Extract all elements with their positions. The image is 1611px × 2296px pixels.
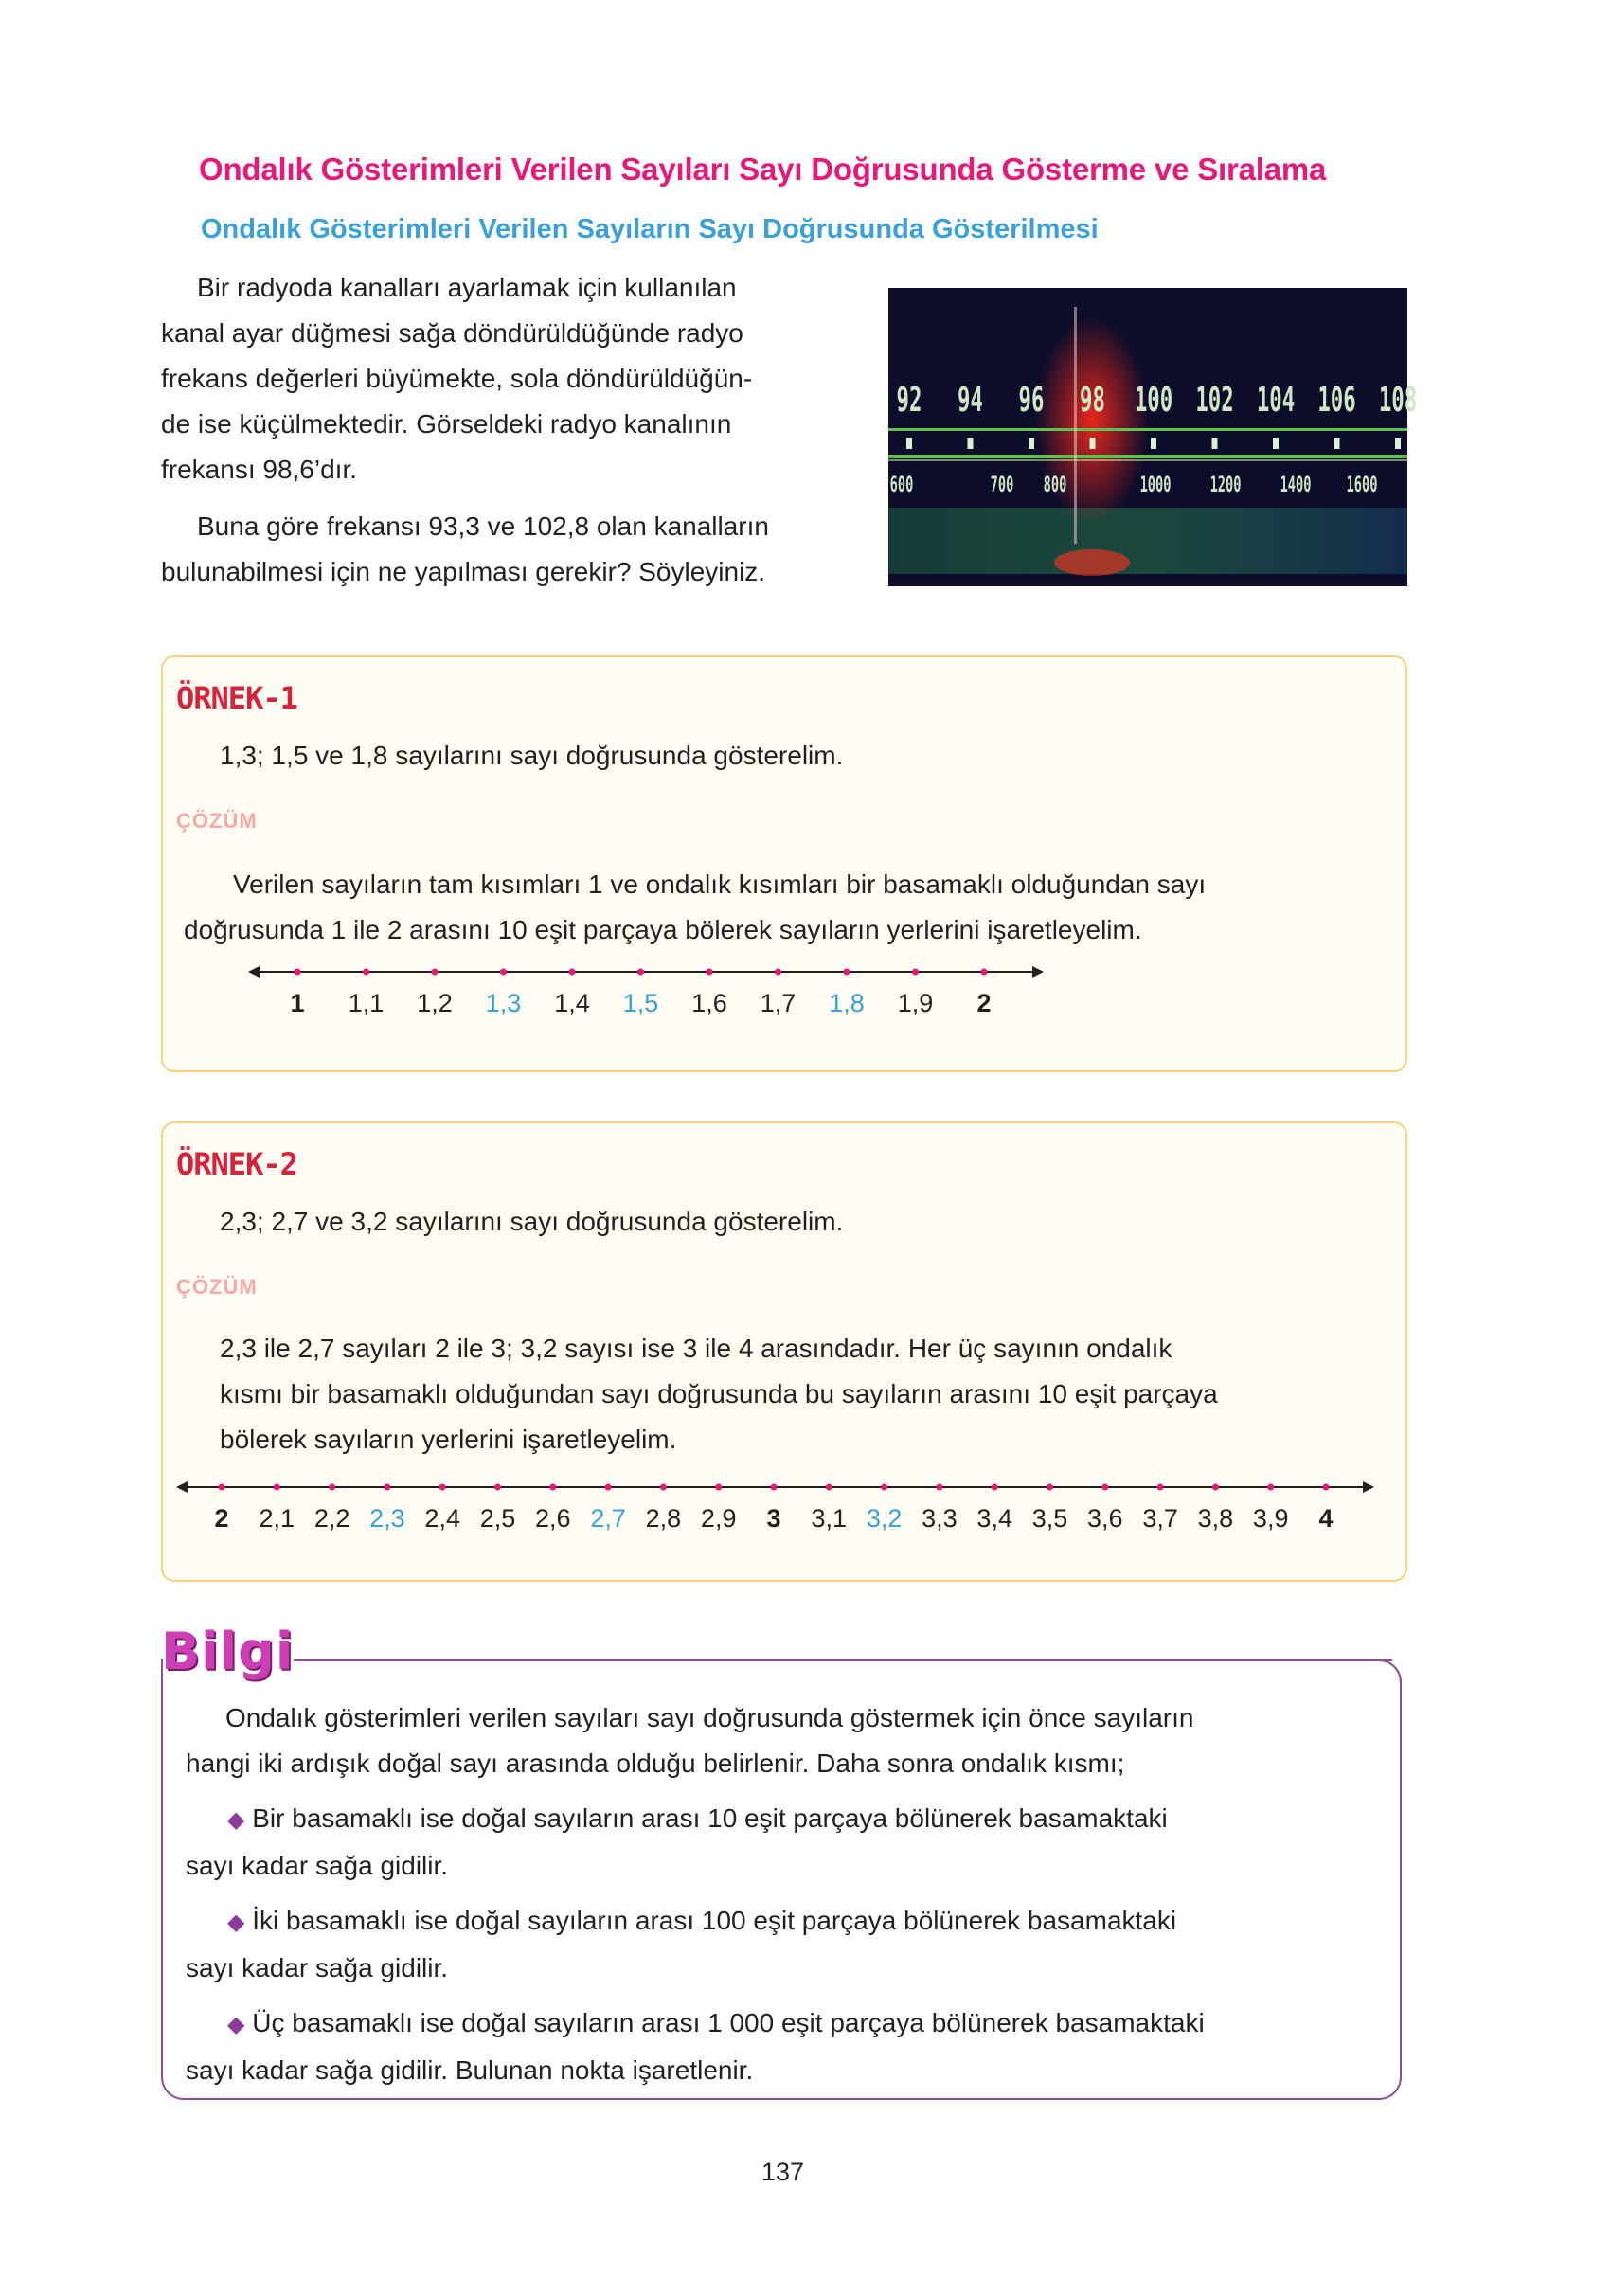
number-line-label: 1,5 [622,989,659,1017]
radio-fm-label: 94 [958,380,983,421]
number-line-label: 2,5 [479,1504,516,1533]
radio-am-label: 700 [990,473,1014,498]
radio-am-label: 1400 [1280,473,1312,498]
number-line-point [981,969,988,976]
bilgi-bullet-text: Bir basamaklı ise doğal sayıların arası 10 eşit parçaya bölünerek basamaktaki [252,1803,1168,1833]
number-line-label: 1,9 [897,989,934,1017]
radio-tick [1151,438,1156,449]
number-line-point [771,1484,778,1491]
number-line-label: 3,7 [1142,1504,1178,1533]
number-line-point [219,1484,225,1491]
intro-line: frekans değerleri büyümekte, sola döndürüldüğün- [161,364,753,393]
arrow-left-icon [248,966,260,978]
number-line-point [1101,1484,1108,1491]
number-line-2-svg [176,1474,1379,1550]
number-line-label: 3,8 [1197,1504,1234,1533]
number-line-label: 3,4 [976,1504,1012,1533]
radio-fm-label: 106 [1317,380,1356,421]
example-1-solution-line: Verilen sayıların tam kısımları 1 ve ondalık kısımları bir basamaklı olduğundan sayı [233,870,1207,899]
radio-tick [906,438,912,449]
example-2-title: ÖRNEK-2 [176,1146,297,1182]
radio-fm-label: 102 [1195,380,1234,421]
radio-tick [1273,438,1279,449]
number-line-point [500,969,507,976]
number-line-point [844,969,850,976]
radio-tick [1090,438,1096,449]
radio-fm-label: 98 [1080,380,1105,421]
page-title: Ondalık Gösterimleri Verilen Sayıları Sayı Doğrusunda Gösterme ve Sıralama [199,152,1327,187]
number-line-point [605,1484,612,1491]
number-line-label: 2,3 [369,1504,405,1533]
number-line-label: 2,4 [424,1504,460,1533]
diamond-bullet-icon: ◆ [227,1807,245,1833]
number-line-point [549,1484,556,1491]
number-line-label: 1,2 [417,989,453,1017]
bilgi-bullet-text: İki basamaklı ise doğal sayıların arası 100 eşit parçaya bölünerek basamaktaki [252,1906,1177,1935]
radio-tick [1029,438,1034,449]
number-line-point [329,1484,335,1491]
arrow-left-icon [176,1481,188,1493]
number-line-point [569,969,576,976]
radio-fm-label: 108 [1378,380,1418,421]
number-line-point [1267,1484,1274,1491]
example-2-solution-line: 2,3 ile 2,7 sayıları 2 ile 3; 3,2 sayısı ise 3 ile 4 arasındadır. Her üç sayının ondalık [220,1334,1172,1363]
example-1-solution-line: doğrusunda 1 ile 2 arasını 10 eşit parçaya bölerek sayıların yerlerini işaretleyelim. [184,915,1142,944]
bilgi-bullet-1 [186,1796,1377,1843]
example-1-title: ÖRNEK-1 [176,680,297,716]
number-line-label: 3,1 [811,1504,848,1533]
bilgi-text [186,1695,1377,2093]
intro-text [161,265,876,595]
bilgi-bullet-cont: sayı kadar sağa gidilir. [186,1953,449,1982]
radio-am-label: 1200 [1209,473,1242,498]
number-line-point [660,1484,667,1491]
intro-line: kanal ayar düğmesi sağa döndürüldüğünde radyo [161,318,743,348]
bilgi-bullet-2 [186,1898,1377,1946]
bilgi-bullet-text: Üç basamaklı ise doğal sayıların arası 1 000 eşit parçaya bölünerek basamaktaki [252,2008,1205,2037]
example-2-solution-line: bölerek sayıların yerlerini işaretleyelim. [220,1425,677,1454]
example-2-solution-line: kısmı bir basamaklı olduğundan sayı doğrusunda bu sayıların arasını 10 eşit parçaya [220,1379,1218,1408]
number-line-label: 2 [976,989,992,1017]
example-1-solution-label: ÇÖZÜM [176,809,258,833]
number-line-point [295,969,301,976]
number-line-label: 3,5 [1031,1504,1068,1533]
number-line-label: 3,3 [922,1504,958,1533]
radio-tick [1395,438,1401,449]
arrow-right-icon [1032,966,1044,978]
number-line-point [912,969,919,976]
bilgi-intro-line: Ondalık gösterimleri verilen sayıları sayı doğrusunda göstermek için önce sayıların [225,1703,1194,1732]
bilgi-bullet-cont: sayı kadar sağa gidilir. Bulunan nokta işaretlenir. [186,2055,754,2085]
diamond-bullet-icon: ◆ [227,1910,245,1935]
example-2-box [161,1121,1407,1582]
intro-line: de ise küçülmektedir. Görseldeki radyo kanalının [161,409,732,439]
number-line-point [1212,1484,1219,1491]
radio-fm-label: 104 [1256,380,1296,421]
number-line-label: 1,8 [829,989,865,1017]
number-line-label: 1,4 [554,989,590,1017]
number-line-point [384,1484,390,1491]
number-line-point [494,1484,501,1491]
radio-tick [968,438,974,449]
number-line-point [992,1484,998,1491]
radio-am-label: 1600 [1346,473,1378,498]
question-line: Buna göre frekansı 93,3 ve 102,8 olan kanalların [197,511,769,541]
number-line-label: 4 [1318,1504,1334,1533]
radio-am-label: 1000 [1139,473,1172,498]
bilgi-bullet-3 [186,2000,1377,2048]
number-line-label: 2,7 [590,1504,626,1533]
number-line-point [1047,1484,1053,1491]
number-line-point [439,1484,446,1491]
number-line-label: 1,1 [348,989,385,1017]
number-line-label: 3,6 [1087,1504,1123,1533]
radio-fm-label: 96 [1018,380,1045,421]
number-line-point [1323,1484,1330,1491]
number-line-point [826,1484,832,1491]
radio-tick [1334,438,1340,449]
number-line-label: 2 [214,1504,229,1533]
radio-am-label: 600 [889,473,914,498]
intro-line: Bir radyoda kanalları ayarlamak için kullanılan [197,273,737,302]
diamond-bullet-icon: ◆ [227,2012,245,2037]
intro-line: frekansı 98,6’dır. [161,455,358,484]
number-line-point [775,969,781,976]
number-line-label: 3 [766,1504,781,1533]
number-line-label: 2,8 [645,1504,682,1533]
question-line: bulunabilmesi için ne yapılması gerekir? Söyleyiniz. [161,557,766,586]
number-line-label: 2,2 [313,1504,350,1533]
number-line-2 [176,1474,1379,1550]
bilgi-bullet-cont: sayı kadar sağa gidilir. [186,1851,449,1880]
number-line-point [637,969,644,976]
bilgi-label: Bilgi [161,1622,295,1681]
number-line-label: 2,1 [259,1504,295,1533]
example-2-question: 2,3; 2,7 ve 3,2 sayılarını sayı doğrusunda gösterelim. [220,1207,844,1236]
example-1-box [161,655,1407,1072]
number-line-label: 1 [290,989,305,1017]
example-1-question: 1,3; 1,5 ve 1,8 sayılarını sayı doğrusunda gösterelim. [220,741,844,770]
number-line-label: 3,2 [866,1504,903,1533]
number-line-point [363,969,369,976]
radio-dial-image [888,288,1418,586]
radio-fm-label: 100 [1134,380,1173,421]
page-number: 137 [761,2158,805,2186]
number-line-1-svg [258,959,1205,1034]
number-line-1 [258,959,1205,1034]
bilgi-intro-line: hangi iki ardışık doğal sayı arasında olduğu belirlenir. Daha sonra ondalık kısmı; [186,1749,1125,1778]
number-line-label: 1,6 [691,989,727,1017]
number-line-label: 3,9 [1252,1504,1289,1533]
radio-tick [1212,438,1218,449]
number-line-label: 2,6 [535,1504,571,1533]
number-line-label: 2,9 [700,1504,737,1533]
radio-am-label: 800 [1043,473,1067,498]
number-line-point [707,969,713,976]
radio-dial-svg [888,288,1418,586]
number-line-point [1157,1484,1164,1491]
number-line-point [881,1484,887,1491]
number-line-label: 1,3 [485,989,522,1017]
number-line-label: 1,7 [760,989,797,1017]
number-line-point [715,1484,722,1491]
number-line-point [936,1484,942,1491]
number-line-point [274,1484,280,1491]
example-2-solution-label: ÇÖZÜM [176,1275,258,1299]
radio-fm-label: 92 [896,380,922,421]
arrow-right-icon [1363,1481,1374,1493]
section-subtitle: Ondalık Gösterimleri Verilen Sayıların Sayı Doğrusunda Gösterilmesi [201,214,1099,244]
number-line-point [432,969,439,976]
